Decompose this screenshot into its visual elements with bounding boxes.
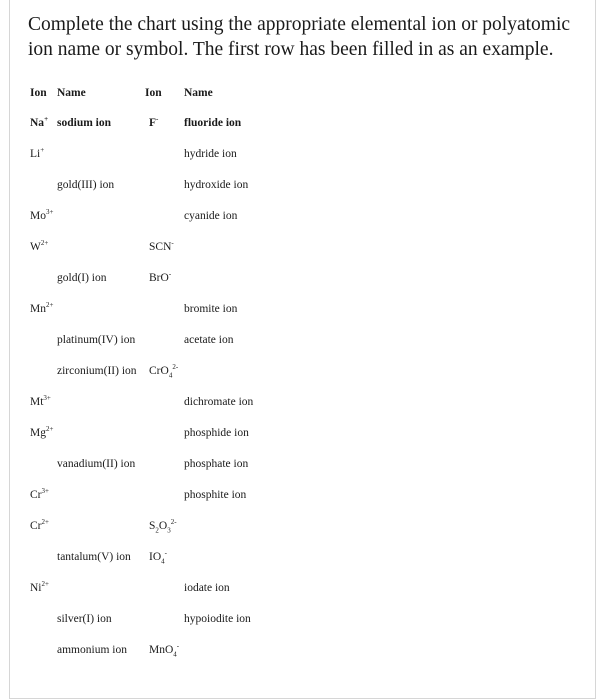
row-7-ion-1 — [30, 302, 53, 316]
row-1-ion-1 — [30, 116, 48, 130]
row-10-name-2: dichromate ion — [184, 396, 254, 408]
row-1-ion-2 — [149, 116, 158, 130]
row-4-ion-1 — [30, 209, 53, 223]
header-name-2: Name — [184, 87, 213, 99]
row-17-name-1: silver(I) ion — [57, 613, 112, 625]
row-1-name-2: fluoride ion — [184, 117, 242, 129]
ion-charge: - — [176, 642, 180, 651]
row-18-ion-2 — [149, 643, 179, 657]
ion-symbol: Ni — [30, 582, 42, 594]
ion-symbol: BrO — [149, 272, 169, 284]
ion-symbol: Na — [30, 117, 45, 129]
row-5-ion-2 — [149, 240, 174, 254]
ion-charge: + — [44, 115, 49, 124]
row-4-name-2: cyanide ion — [184, 210, 238, 222]
ion-charge: 3+ — [45, 208, 54, 217]
row-16-ion-1 — [30, 581, 49, 595]
row-3-name-1: gold(III) ion — [57, 179, 115, 191]
ion-subscript: 3 — [167, 526, 171, 535]
row-12-name-1: vanadium(II) ion — [57, 458, 136, 470]
ion-symbol: S — [149, 520, 156, 532]
ion-subscript: 4 — [168, 371, 173, 380]
ion-symbol: Mn — [30, 303, 46, 315]
row-14-ion-1 — [30, 519, 49, 533]
ion-symbol: Mo — [30, 210, 46, 222]
ion-charge: 2+ — [45, 301, 54, 310]
ion-symbol: SCN — [149, 241, 172, 253]
row-8-name-2: acetate ion — [184, 334, 234, 346]
header-name-1: Name — [57, 87, 86, 99]
ion-symbol: MnO — [149, 644, 174, 656]
ion-charge: 3+ — [43, 394, 51, 403]
ion-charge: 2- — [172, 363, 179, 372]
row-18-name-1: ammonium ion — [57, 644, 127, 656]
ion-charge: 3+ — [41, 487, 49, 496]
row-11-name-2: phosphide ion — [184, 427, 249, 439]
ion-symbol: Cr — [30, 489, 42, 501]
ion-subscript: 4 — [173, 650, 177, 659]
ion-symbol: W — [30, 241, 41, 253]
ion-symbol-part: O — [158, 520, 168, 532]
row-1-name-1: sodium ion — [57, 117, 112, 129]
ion-charge: 2- — [170, 518, 177, 527]
row-13-ion-1 — [30, 488, 49, 502]
ion-symbol: Mg — [30, 427, 46, 439]
ion-subscript: 4 — [161, 557, 165, 566]
ion-charge: 2+ — [41, 518, 49, 527]
ion-charge: - — [168, 270, 172, 279]
ion-subscript: 2 — [155, 526, 159, 535]
ion-symbol: Li — [30, 148, 41, 160]
header-ion-1: Ion — [30, 87, 47, 99]
ion-symbol: Cr — [30, 520, 42, 532]
ion-charge: - — [164, 549, 167, 558]
ion-symbol: CrO — [149, 365, 169, 377]
row-13-name-2: phosphite ion — [184, 489, 247, 501]
ion-charge: - — [171, 239, 174, 248]
row-14-ion-2 — [149, 519, 177, 533]
row-7-name-2: bromite ion — [184, 303, 238, 315]
row-2-ion-1 — [30, 147, 44, 161]
ion-symbol: F — [149, 117, 157, 129]
row-2-name-2: hydride ion — [184, 148, 237, 160]
row-6-name-1: gold(I) ion — [57, 272, 107, 284]
row-15-ion-2 — [149, 550, 167, 564]
instructions-text: Complete the chart using the appropriate elemental ion or polyatomic ion name or symbol. The first row has been filled in as an example. — [28, 14, 571, 60]
row-10-ion-1 — [30, 395, 51, 409]
ion-charge: + — [40, 146, 45, 155]
row-6-ion-2 — [149, 271, 171, 285]
row-9-ion-2 — [149, 364, 178, 378]
worksheet-frame — [9, 0, 596, 699]
row-5-ion-1 — [30, 240, 48, 254]
row-17-name-2: hypoiodite ion — [184, 613, 251, 625]
ion-charge: - — [156, 115, 159, 124]
row-12-name-2: phosphate ion — [184, 458, 249, 470]
ion-charge: 2+ — [45, 425, 54, 434]
ion-charge: 2+ — [41, 580, 49, 589]
row-15-name-1: tantalum(V) ion — [57, 551, 131, 563]
ion-symbol: IO — [149, 551, 162, 563]
ion-charge: 2+ — [40, 239, 49, 248]
row-9-name-1: zirconium(II) ion — [57, 365, 137, 377]
header-ion-2: Ion — [145, 87, 162, 99]
row-8-name-1: platinum(IV) ion — [57, 334, 136, 346]
row-16-name-2: iodate ion — [184, 582, 230, 594]
row-3-name-2: hydroxide ion — [184, 179, 249, 191]
ion-symbol: Mt — [30, 396, 44, 408]
row-11-ion-1 — [30, 426, 53, 440]
